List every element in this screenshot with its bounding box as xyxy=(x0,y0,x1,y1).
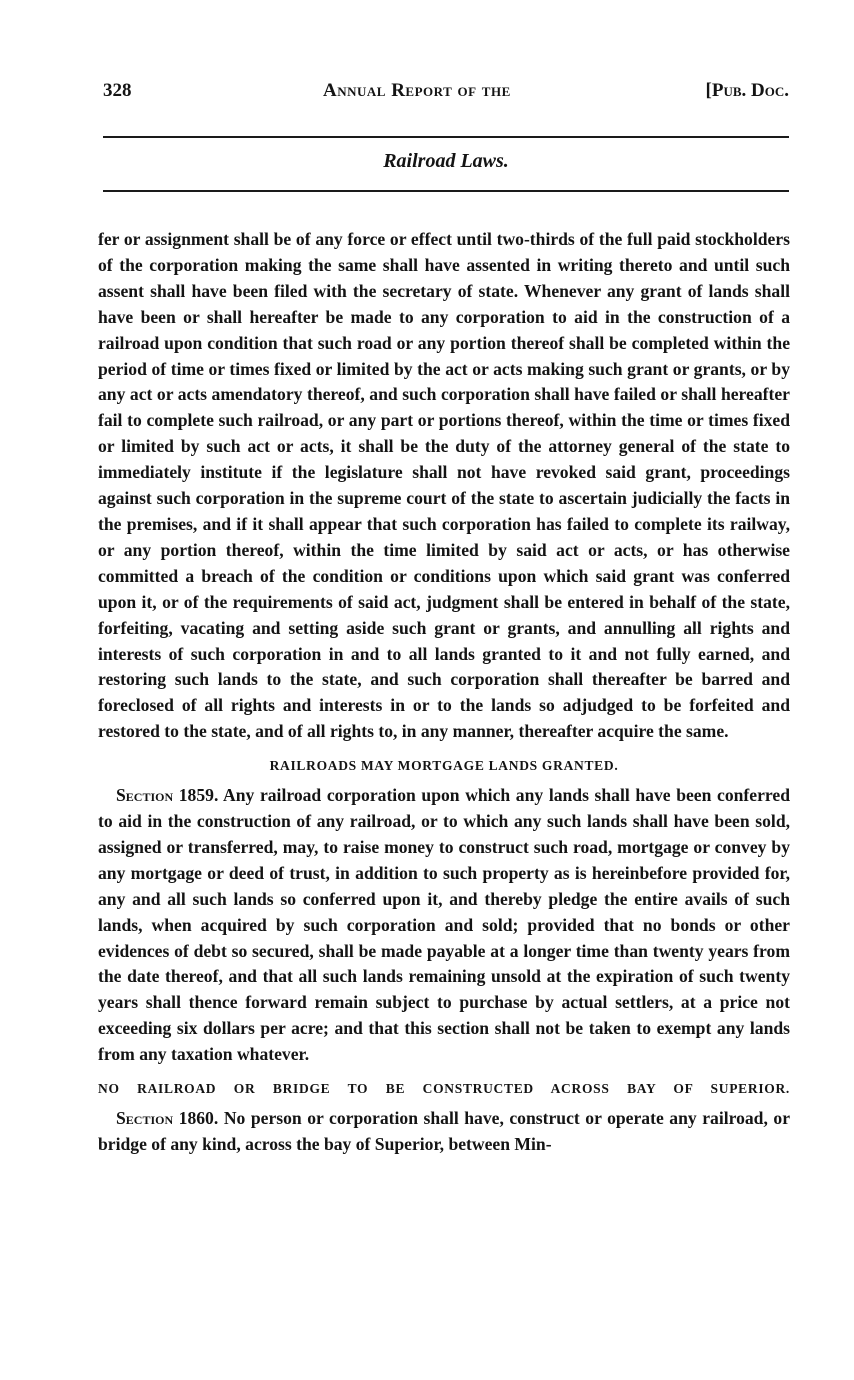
running-title: Annual Report of the xyxy=(323,80,511,101)
section-1860-paragraph xyxy=(98,1106,790,1158)
section-title: Railroad Laws. xyxy=(383,150,509,172)
page-number: 328 xyxy=(103,80,132,101)
section-1859-label: Section 1859. xyxy=(116,785,219,806)
section-1859-text: Any railroad corporation upon which any lands shall have been conferred to aid in the construction of any railroad, or to which any such lands shall have been sold, assigned or transferred, may, to raise money to construct such road, mortgage or convey by any mortgage or deed of trust, in addition to such property as is hereinbefore provided for, any and all such lands so conferred upon it, and thereby pledge the entire avails of such lands, when acquired by such corporation and sold; provided that no bonds or other evidences of debt so secured, shall be made payable at a longer time than twenty years from the date thereof, and that all such lands remaining unsold at the expiration of such twenty years shall thence forward remain subject to purchase by actual settlers, at a price not exceeding six dollars per acre; and that this section shall not be taken to exempt any lands from any taxation whatever. xyxy=(98,785,790,1065)
document-class: [Pub. Doc. xyxy=(705,80,789,101)
section-1860-label: Section 1860. xyxy=(116,1108,219,1129)
section-1859-paragraph xyxy=(98,783,790,1068)
running-head xyxy=(103,80,789,114)
section-1860-text: No person or corporation shall have, construct or operate any railroad, or bridge of any kind, across the bay of Superior, between Min- xyxy=(98,1108,791,1154)
body-text xyxy=(98,227,790,1158)
continuation-paragraph: fer or assignment shall be of any force or effect until two-thirds of the full paid stockholders of the corporation making the same shall have assented in writing thereto and until such assent shall have been filed with the secretary of state. Whenever any grant of lands shall have been or shall hereafter be made to any corporation to aid in the construction of a railroad upon condition that such road or any portion thereof shall be completed within the period of time or times fixed or limited by the act or acts making such grant or grants, or by any act or acts amendatory thereof, and such corporation shall have failed or shall hereafter fail to complete such railroad, or any part or portions thereof, within the time or times fixed or limited by such act or acts, it shall be the duty of the attorney general of the state to immediately institute if the legislature shall not have revoked said grant, proceedings against such corporation in the supreme court of the state to ascertain judicially the facts in the premises, and if it shall appear that such corporation has failed to complete its railway, or any portion thereof, within the time limited by said act or acts, or has otherwise committed a breach of the condition or conditions upon which said grant was conferred upon it, or of the requirements of said act, judgment shall be entered in behalf of the state, forfeiting, vacating and setting aside such grant or grants, and annulling all rights and interests of such corporation in and to all lands granted to it and not fully earned, and restoring such lands to the state, and such corporation shall thereafter be barred and foreclosed of all rights and interests in or to the lands so adjudged to be forfeited and restored to the state, and of all rights to, in any manner, thereafter acquire the same. xyxy=(98,229,790,742)
section-1860-heading: NO RAILROAD OR BRIDGE TO BE CONSTRUCTED ACROSS BAY OF SUPERIOR. xyxy=(98,1081,790,1097)
header-rule-bottom xyxy=(103,190,789,192)
section-1859-heading: RAILROADS MAY MORTGAGE LANDS GRANTED. xyxy=(269,758,619,774)
header-rule-top xyxy=(103,136,789,138)
